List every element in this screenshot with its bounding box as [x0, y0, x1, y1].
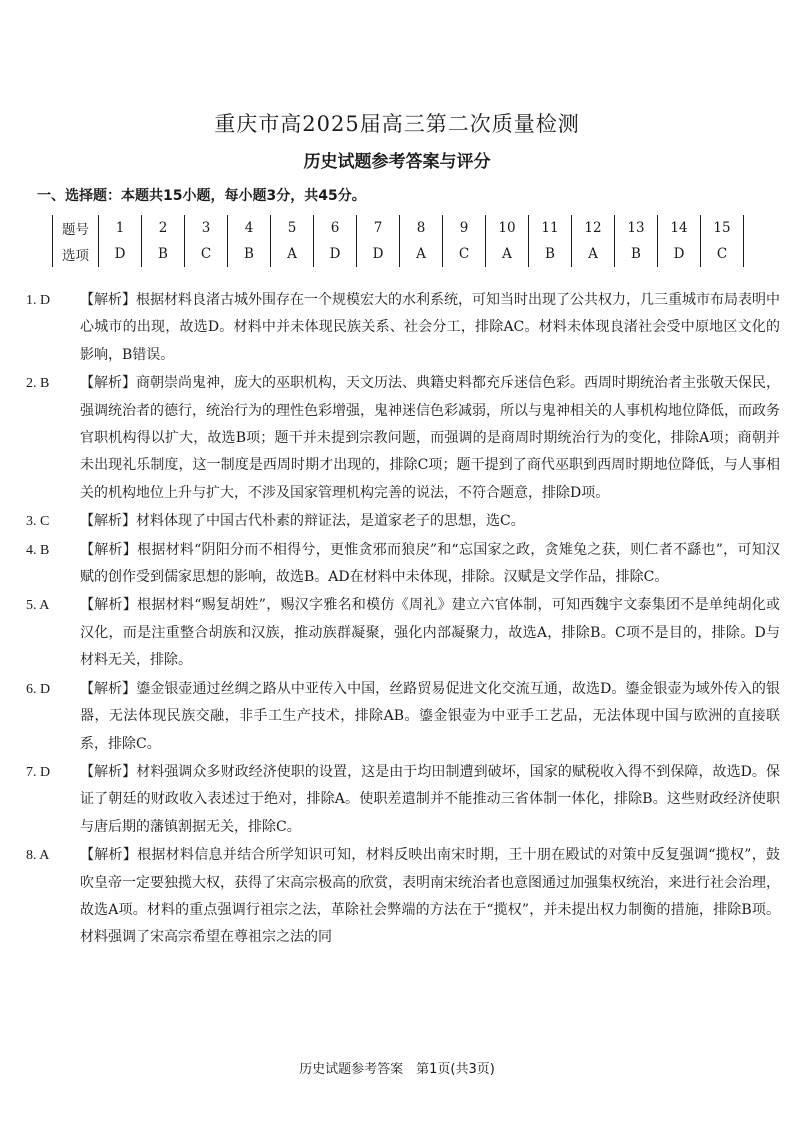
row-label-answer: 选项 [53, 241, 99, 267]
answer-option: A [572, 241, 615, 267]
explanation-number: 1. D [26, 293, 51, 308]
question-number: 1 [99, 215, 142, 241]
explanation-number: 7. D [26, 764, 51, 780]
question-number: 2 [142, 215, 185, 241]
answer-option: B [529, 241, 572, 267]
section-heading: 一、选择题：本题共15小题，每小题3分，共45分。 [37, 188, 366, 204]
explanation-text: 【解析】根据材料良渚古城外围存在一个规模宏大的水利系统，可知当时出现了公共权力，几三重城市布局表明中心城市的出现，故选D。材料中并未体现民族关系、社会分工，排除AC。材料未体现良渚社会受中原地区文化的影响，B错误。 [80, 292, 780, 363]
answer-option: D [357, 241, 400, 267]
explanation-list [26, 287, 786, 953]
explanation-number: 5. A [26, 598, 50, 614]
answer-option: C [443, 241, 486, 267]
answer-option: D [99, 241, 142, 267]
question-number: 10 [486, 215, 529, 241]
answer-option: C [701, 241, 744, 267]
question-number: 3 [185, 215, 228, 241]
explanation-item [26, 676, 786, 758]
answer-option: A [486, 241, 529, 267]
answer-option: C [185, 241, 228, 267]
explanation-item [26, 508, 786, 535]
explanation-text: 【解析】商朝崇尚鬼神，庞大的巫职机构，天文历法、典籍史料都充斥迷信色彩。西周时期统治者主张敬天保民，强调统治者的德行，统治行为的理性色彩增强，鬼神迷信色彩减弱，所以与鬼神相关的人事机构地位降低，而政务官职机构得以扩大，故选B项；题干并未提到宗教问题，而强调的是商周时期统治行为的变化，排除A项；商朝并未出现礼乐制度，这一制度是西周时期才出现的，排除C项；题干提到了商代巫职到西周时期地位降低，与人事相关的机构地位上升与扩大，不涉及国家管理机构完善的说法，不符合题意，排除D项。 [80, 375, 780, 501]
question-number: 9 [443, 215, 486, 241]
explanation-number: 3. C [26, 514, 50, 530]
question-number: 5 [271, 215, 314, 241]
explanation-text: 【解析】材料体现了中国古代朴素的辩证法，是道家老子的思想，选C。 [80, 513, 525, 530]
question-number: 7 [357, 215, 400, 241]
row-label-number: 题号 [53, 215, 99, 241]
answer-option: A [400, 241, 443, 267]
explanation-text: 【解析】鎏金银壶通过丝绸之路从中亚传入中国，丝路贸易促进文化交流互通，故选D。鎏金银壶为域外传入的银器，无法体现民族交融，非手工生产技术，排除AB。鎏金银壶为中亚手工艺品，无法体现中国与欧洲的直接联系，排除C。 [80, 680, 780, 752]
document-subtitle: 历史试题参考答案与评分 [303, 152, 491, 172]
question-number: 11 [529, 215, 572, 241]
document-title: 重庆市高2025届高三第二次质量检测 [214, 112, 580, 136]
answer-table [52, 215, 744, 267]
explanation-text: 【解析】材料强调众多财政经济使职的设置，这是由于均田制遭到破坏，国家的赋税收入得不到保障，故选D。保证了朝廷的财政收入表述过于绝对，排除A。使职差遣制并不能推动三省体制一体化，排除B。这些财政经济使职与唐后期的藩镇割据无关，排除C。 [80, 763, 780, 835]
explanation-text: 【解析】根据材料“阴阳分而不相得兮，更惟贪邪而狼戾”和“忘国家之政，贪雉兔之获，则仁者不繇也”，可知汉赋的创作受到儒家思想的影响，故选B。AD在材料中未体现，排除。汉赋是文学作品，排除C。 [80, 541, 780, 586]
answer-table-answer-row [53, 241, 744, 267]
question-number: 15 [701, 215, 744, 241]
explanation-number: 8. A [26, 848, 50, 864]
answer-table-number-row [53, 215, 744, 241]
explanation-text: 【解析】根据材料“赐复胡姓”，赐汉字雅名和模仿《周礼》建立六官体制，可知西魏宇文泰集团不是单纯胡化或汉化，而是注重整合胡族和汉族，推动族群凝聚，强化内部凝聚力，故选A，排除B。C项不是目的，排除。D与材料无关，排除。 [80, 597, 780, 669]
explanation-item [26, 592, 786, 674]
question-number: 4 [228, 215, 271, 241]
explanation-item [26, 287, 786, 369]
explanation-item [26, 370, 786, 507]
question-number: 8 [400, 215, 443, 241]
explanation-item [26, 537, 786, 592]
explanation-item [26, 842, 786, 952]
question-number: 12 [572, 215, 615, 241]
page-footer: 历史试题参考答案 第1页(共3页) [299, 1062, 495, 1077]
explanation-number: 6. D [26, 681, 51, 697]
answer-option: A [271, 241, 314, 267]
answer-option: B [615, 241, 658, 267]
question-number: 6 [314, 215, 357, 241]
explanation-number: 2. B [26, 376, 50, 392]
explanation-text: 【解析】根据材料信息并结合所学知识可知，材料反映出南宋时期，王十朋在殿试的对策中反复强调“揽权”，鼓吹皇帝一定要独揽大权，获得了宋高宗极高的欣赏，表明南宋统治者也意图通过加强集权统治，来进行社会治理，故选A项。材料的重点强调行祖宗之法，革除社会弊端的方法在于“揽权”，并未提出权力制衡的措施，排除B项。材料强调了宋高宗希望在尊祖宗之法的同 [80, 847, 780, 946]
answer-option: D [314, 241, 357, 267]
answer-option: D [658, 241, 701, 267]
answer-option: B [228, 241, 271, 267]
explanation-item [26, 759, 786, 841]
question-number: 13 [615, 215, 658, 241]
explanation-number: 4. B [26, 542, 50, 558]
question-number: 14 [658, 215, 701, 241]
answer-option: B [142, 241, 185, 267]
